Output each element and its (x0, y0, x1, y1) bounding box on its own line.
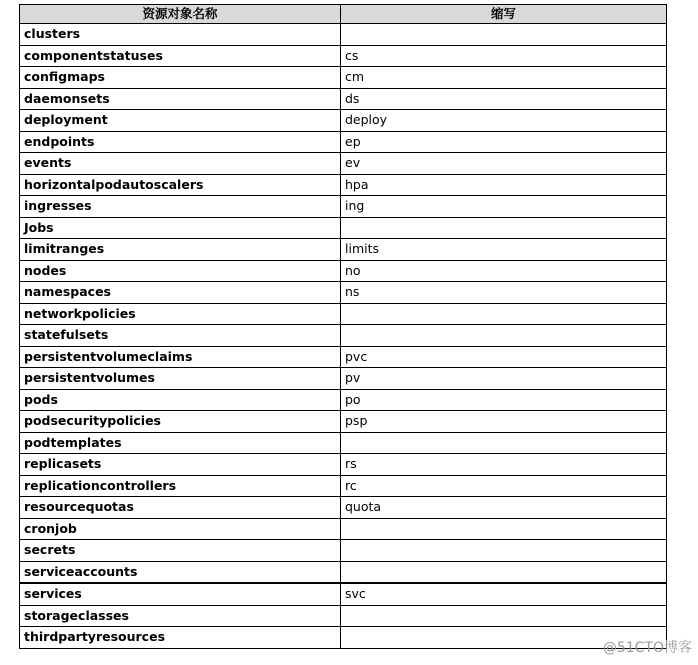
table-row (20, 627, 667, 649)
table-row (20, 368, 667, 390)
resource-name-cell: secrets (20, 540, 341, 562)
abbreviation-cell: ing (341, 196, 667, 218)
abbreviation-cell (341, 605, 667, 627)
resource-name-cell: daemonsets (20, 88, 341, 110)
resource-name-cell: podsecuritypolicies (20, 411, 341, 433)
resource-name-cell: statefulsets (20, 325, 341, 347)
abbreviation-cell: svc (341, 583, 667, 605)
abbreviation-cell: ep (341, 131, 667, 153)
header-resource-name: 资源对象名称 (20, 5, 341, 24)
abbreviation-cell: rc (341, 475, 667, 497)
table-row (20, 67, 667, 89)
resource-name-cell: pods (20, 389, 341, 411)
abbreviation-cell: pvc (341, 346, 667, 368)
document-page (19, 4, 666, 649)
table-row (20, 24, 667, 46)
table-row (20, 88, 667, 110)
resource-name-cell: limitranges (20, 239, 341, 261)
watermark: @51CTO博客 (602, 640, 692, 656)
resource-abbreviation-table (19, 4, 667, 649)
resource-name-cell: thirdpartyresources (20, 627, 341, 649)
resource-name-cell: clusters (20, 24, 341, 46)
abbreviation-cell (341, 24, 667, 46)
abbreviation-cell: ds (341, 88, 667, 110)
table-row (20, 303, 667, 325)
abbreviation-cell: quota (341, 497, 667, 519)
resource-name-cell: serviceaccounts (20, 561, 341, 583)
table-row (20, 605, 667, 627)
table-row (20, 325, 667, 347)
resource-name-cell: services (20, 583, 341, 605)
abbreviation-cell: pv (341, 368, 667, 390)
resource-name-cell: Jobs (20, 217, 341, 239)
abbreviation-cell: hpa (341, 174, 667, 196)
abbreviation-cell: cs (341, 45, 667, 67)
table-row (20, 45, 667, 67)
abbreviation-cell: ns (341, 282, 667, 304)
abbreviation-cell: rs (341, 454, 667, 476)
abbreviation-cell (341, 518, 667, 540)
table-row (20, 131, 667, 153)
table-row (20, 561, 667, 583)
resource-name-cell: ingresses (20, 196, 341, 218)
abbreviation-cell (341, 540, 667, 562)
table-row (20, 282, 667, 304)
resource-name-cell: componentstatuses (20, 45, 341, 67)
abbreviation-cell (341, 432, 667, 454)
abbreviation-cell: cm (341, 67, 667, 89)
resource-name-cell: replicasets (20, 454, 341, 476)
table-row (20, 497, 667, 519)
resource-name-cell: events (20, 153, 341, 175)
table-row (20, 389, 667, 411)
resource-name-cell: storageclasses (20, 605, 341, 627)
resource-name-cell: podtemplates (20, 432, 341, 454)
abbreviation-cell: limits (341, 239, 667, 261)
table-row (20, 475, 667, 497)
table-row (20, 540, 667, 562)
abbreviation-cell: ev (341, 153, 667, 175)
table-row (20, 583, 667, 605)
abbreviation-cell: no (341, 260, 667, 282)
abbreviation-cell: deploy (341, 110, 667, 132)
abbreviation-cell (341, 325, 667, 347)
table-row (20, 518, 667, 540)
resource-name-cell: networkpolicies (20, 303, 341, 325)
abbreviation-cell (341, 217, 667, 239)
table-row (20, 432, 667, 454)
resource-name-cell: configmaps (20, 67, 341, 89)
table-row (20, 454, 667, 476)
table-row (20, 196, 667, 218)
resource-name-cell: cronjob (20, 518, 341, 540)
abbreviation-cell (341, 561, 667, 583)
table-row (20, 217, 667, 239)
table-row (20, 260, 667, 282)
resource-name-cell: replicationcontrollers (20, 475, 341, 497)
table-row (20, 411, 667, 433)
resource-name-cell: namespaces (20, 282, 341, 304)
table-row (20, 174, 667, 196)
table-row (20, 239, 667, 261)
resource-name-cell: persistentvolumes (20, 368, 341, 390)
resource-name-cell: horizontalpodautoscalers (20, 174, 341, 196)
table-row (20, 346, 667, 368)
abbreviation-cell (341, 303, 667, 325)
table-row (20, 153, 667, 175)
resource-name-cell: resourcequotas (20, 497, 341, 519)
table-header-row (20, 5, 667, 24)
abbreviation-cell: po (341, 389, 667, 411)
header-abbreviation: 缩写 (341, 5, 667, 24)
resource-name-cell: nodes (20, 260, 341, 282)
resource-name-cell: persistentvolumeclaims (20, 346, 341, 368)
resource-name-cell: endpoints (20, 131, 341, 153)
abbreviation-cell: psp (341, 411, 667, 433)
resource-name-cell: deployment (20, 110, 341, 132)
table-row (20, 110, 667, 132)
